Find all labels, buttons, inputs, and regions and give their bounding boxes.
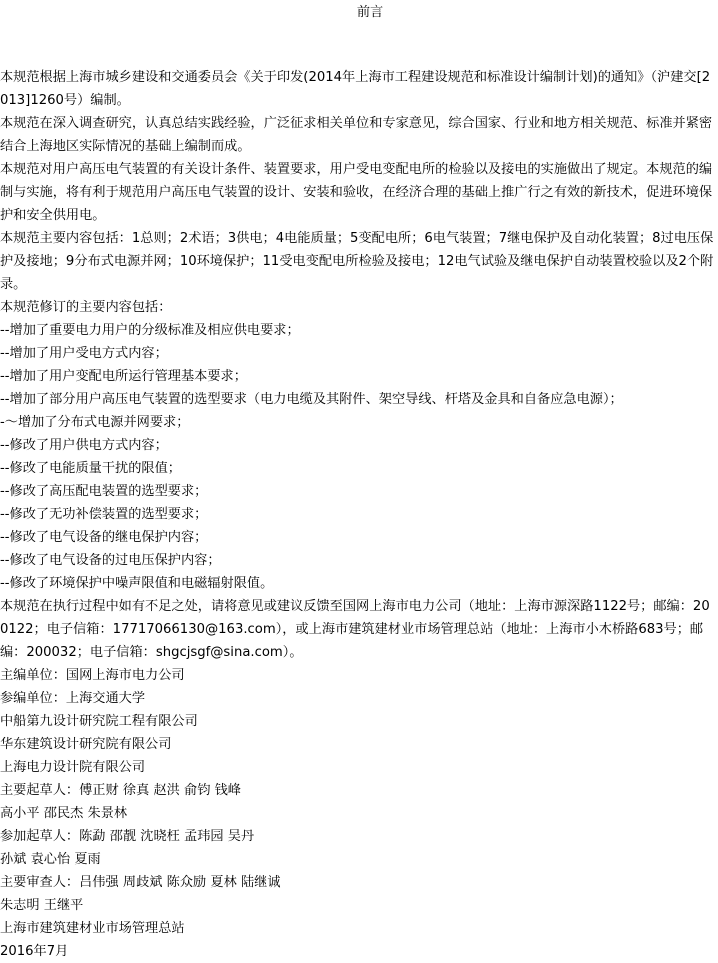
main-reviewers: 主要审查人：吕伟强 周歧斌 陈众励 夏林 陆继诚 xyxy=(0,875,281,890)
document-body xyxy=(0,66,718,963)
participating-drafters: 参加起草人：陈勐 邵靓 沈晓枉 孟玮园 吴丹 xyxy=(0,829,255,844)
paragraph-basis: 本规范根据上海市城乡建设和交通委员会《关于印发(2014年上海市工程建设规范和标准设计编制计划)的通知》（沪建交[2013]1260号）编制。 xyxy=(0,70,711,108)
paragraph-contents: 本规范主要内容包括：1总则；2术语；3供电；4电能质量；5变配电所；6电气装置；7继电保护及自动化装置；8过电压保护及接地；9分布式电源并网；10环境保护；11受电变配电所检验及接电；12电气试验及继电保护自动装置校验以及2个附录。 xyxy=(0,231,714,292)
paragraph-revision-intro: 本规范修订的主要内容包括： xyxy=(0,300,172,315)
revision-item: --修改了电气设备的过电压保护内容； xyxy=(0,553,221,568)
page-title: 前言 xyxy=(356,5,384,20)
participating-unit: 华东建筑设计研究院有限公司 xyxy=(0,737,172,752)
chief-editor-unit: 主编单位：国网上海市电力公司 xyxy=(0,668,185,683)
revision-item: -～增加了分布式电源并网要求； xyxy=(0,415,190,430)
revision-item: --增加了重要电力用户的分级标准及相应供电要求； xyxy=(0,323,300,338)
revision-item: --修改了高压配电装置的选型要求； xyxy=(0,484,208,499)
main-reviewers-cont: 朱志明 王继平 xyxy=(0,898,84,913)
revision-item: --增加了部分用户高压电气装置的选型要求（电力电缆及其附件、架空导线、杆塔及金具和自备应急电源）； xyxy=(0,392,623,407)
issuing-organization: 上海市建筑建材业市场管理总站 xyxy=(0,921,185,936)
main-drafters: 主要起草人：傅正财 徐真 赵洪 俞钧 钱峰 xyxy=(0,783,241,798)
paragraph-feedback: 本规范在执行过程中如有不足之处，请将意见或建议反馈至国网上海市电力公司（地址：上海市源深路1122号；邮编：200122；电子信箱：17717066130@163.com），或上海市建筑建材业市场管理总站（地址：上海市小木桥路683号；邮编：200032；电子信箱：shgcjsgf@sina.com）。 xyxy=(0,599,710,660)
participating-unit: 上海电力设计院有限公司 xyxy=(0,760,146,775)
paragraph-method: 本规范在深入调查研究，认真总结实践经验，广泛征求相关单位和专家意见，综合国家、行业和地方相关规范、标准并紧密结合上海地区实际情况的基础上编制而成。 xyxy=(0,116,713,154)
revision-item: --修改了电能质量干扰的限值； xyxy=(0,461,181,476)
revision-item: --增加了用户变配电所运行管理基本要求； xyxy=(0,369,247,384)
issue-date: 2016年7月 xyxy=(0,944,69,959)
revision-item: --修改了无功补偿装置的选型要求； xyxy=(0,507,208,522)
revision-item: --增加了用户受电方式内容； xyxy=(0,346,168,361)
participating-unit: 参编单位：上海交通大学 xyxy=(0,691,146,706)
revision-item: --修改了环境保护中噪声限值和电磁辐射限值。 xyxy=(0,576,274,591)
participating-drafters-cont: 孙斌 袁心怡 夏雨 xyxy=(0,852,101,867)
participating-unit: 中船第九设计研究院工程有限公司 xyxy=(0,714,198,729)
revision-item: --修改了电气设备的继电保护内容； xyxy=(0,530,208,545)
paragraph-scope: 本规范对用户高压电气装置的有关设计条件、装置要求，用户受电变配电所的检验以及接电的实施做出了规定。本规范的编制与实施，将有利于规范用户高压电气装置的设计、安装和验收，在经济合理的基础上推广行之有效的新技术，促进环境保护和安全供用电。 xyxy=(0,162,713,223)
revision-item: --修改了用户供电方式内容； xyxy=(0,438,168,453)
main-drafters-cont: 高小平 邵民杰 朱景林 xyxy=(0,806,128,821)
